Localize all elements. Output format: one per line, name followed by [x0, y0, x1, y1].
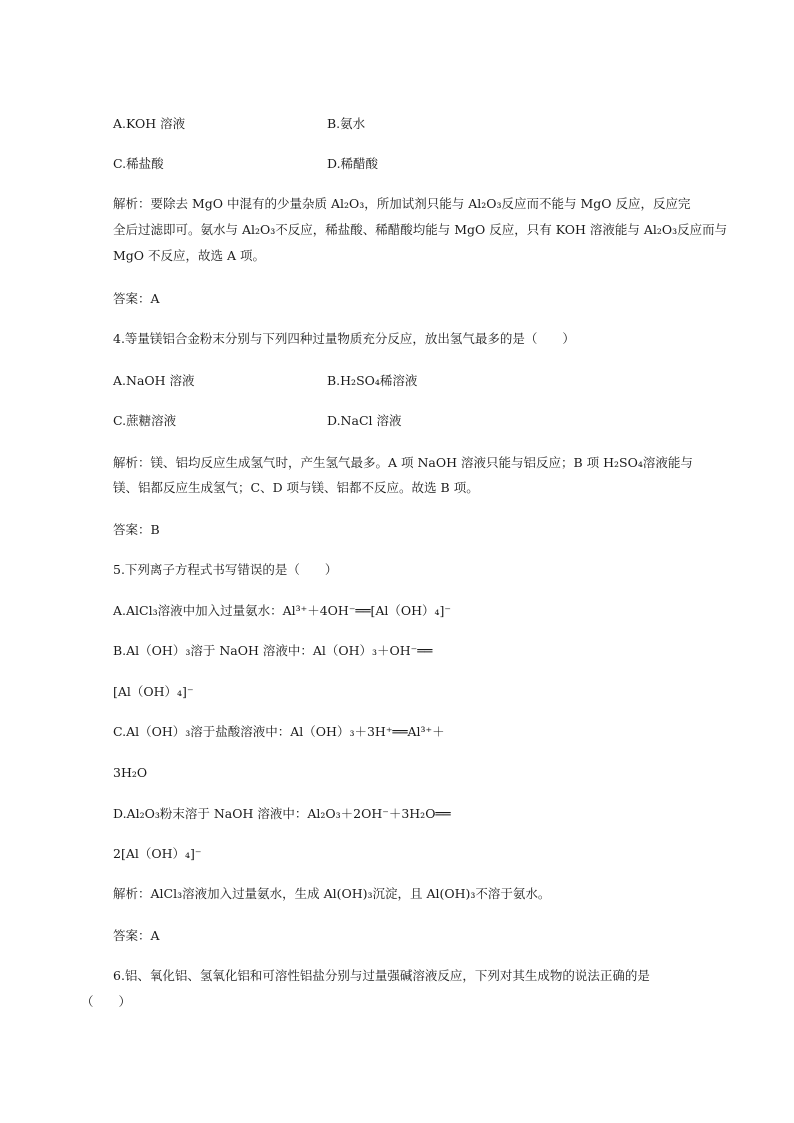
q5-stem: 5.下列离子方程式书写错误的是（ ） [113, 562, 338, 577]
q4-option-c: C.蔗糖溶液 [113, 413, 177, 428]
q3-option-d: D.稀醋酸 [327, 156, 379, 171]
q5-analysis: 解析：AlCl₃溶液加入过量氨水，生成 Al(OH)₃沉淀，且 Al(OH)₃不溶于氨水。 [113, 886, 551, 901]
q4-option-d: D.NaCl 溶液 [327, 413, 402, 428]
q5-option-a: A.AlCl₃溶液中加入过量氨水：Al³⁺＋4OH⁻══[Al（OH）₄]⁻ [113, 603, 452, 618]
q5-option-d-line1: D.Al₂O₃粉末溶于 NaOH 溶液中：Al₂O₃＋2OH⁻＋3H₂O══ [113, 806, 451, 821]
q3-answer: 答案：A [113, 291, 160, 306]
q3-option-b: B.氨水 [327, 116, 366, 131]
q5-option-b-line1: B.Al（OH）₃溶于 NaOH 溶液中：Al（OH）₃＋OH⁻══ [113, 643, 433, 658]
q5-answer: 答案：A [113, 928, 160, 943]
q3-analysis-line2: 全后过滤即可。氨水与 Al₂O₃不反应，稀盐酸、稀醋酸均能与 MgO 反应，只有 KOH 溶液能与 Al₂O₃反应而与 [113, 222, 728, 237]
q4-option-b: B.H₂SO₄稀溶液 [327, 373, 418, 388]
q6-stem-line1: 6.铝、氧化铝、氢氧化铝和可溶性铝盐分别与过量强碱溶液反应，下列对其生成物的说法正确的是 [113, 968, 650, 983]
q4-answer: 答案：B [113, 522, 160, 537]
q5-option-c-line2: 3H₂O [113, 765, 148, 780]
q4-analysis-line2: 镁、铝都反应生成氢气；C、D 项与镁、铝都不反应。故选 B 项。 [113, 480, 479, 495]
q5-option-b-line2: [Al（OH）₄]⁻ [113, 684, 194, 699]
q4-option-a: A.NaOH 溶液 [113, 373, 195, 388]
q3-option-c: C.稀盐酸 [113, 156, 164, 171]
q3-option-a: A.KOH 溶液 [113, 116, 186, 131]
q6-stem-line2: （ ） [81, 994, 132, 1009]
q4-analysis-line1: 解析：镁、铝均反应生成氢气时，产生氢气最多。A 项 NaOH 溶液只能与铝反应；B 项 H₂SO₄溶液能与 [113, 455, 693, 470]
q5-option-c-line1: C.Al（OH）₃溶于盐酸溶液中：Al（OH）₃＋3H⁺══Al³⁺＋ [113, 724, 445, 739]
q3-analysis-line3: MgO 不反应，故选 A 项。 [113, 248, 265, 263]
q5-option-d-line2: 2[Al（OH）₄]⁻ [113, 846, 202, 861]
q3-analysis-line1: 解析：要除去 MgO 中混有的少量杂质 Al₂O₃，所加试剂只能与 Al₂O₃反应而不能与 MgO 反应，反应完 [113, 196, 691, 211]
q4-stem: 4.等量镁铝合金粉末分别与下列四种过量物质充分反应，放出氢气最多的是（ ） [113, 331, 575, 346]
